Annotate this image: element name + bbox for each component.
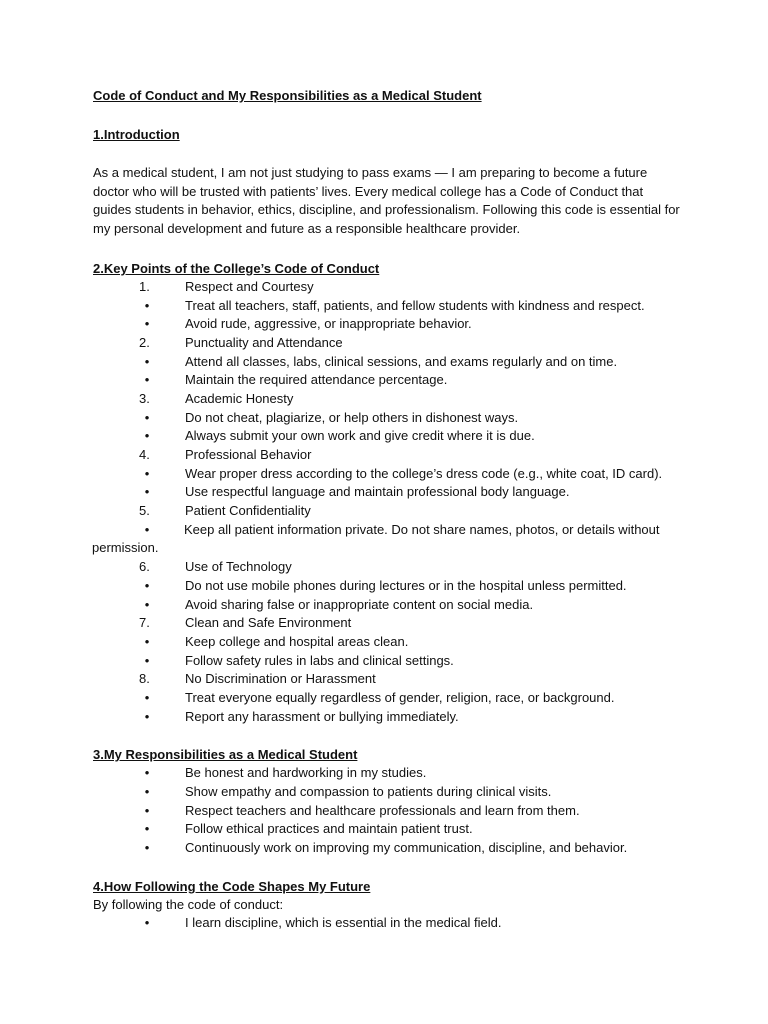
bullet-marker: • [144, 821, 150, 837]
bullet-marker: • [144, 428, 150, 444]
section-1-heading: 1.Introduction [93, 127, 180, 142]
bullet-marker: • [144, 633, 150, 649]
section-1-paragraph: As a medical student, I am not just studying to pass exams — I am preparing to become a future doctor who will be trusted with patients’ lives. Every medical college has a Code of Conduct that guides students in behavior, ethics, discipline, and professionalism. Following this code is essential for my personal development and future as a responsible healthcare provider. [93, 165, 680, 237]
bullet-marker: • [144, 708, 150, 724]
list-item [93, 427, 683, 446]
list-item-text: Respect teachers and healthcare professionals and learn from them. [185, 802, 580, 818]
list-item [93, 371, 683, 390]
list-item-text: No Discrimination or Harassment [185, 671, 376, 687]
list-item [93, 689, 683, 708]
list-item [93, 446, 683, 465]
list-item-text: Do not use mobile phones during lectures or in the hospital unless permitted. [185, 577, 627, 593]
list-item [93, 614, 683, 633]
bullet-marker: • [144, 915, 150, 931]
list-item [93, 521, 683, 558]
section-2-heading: 2.Key Points of the College’s Code of Conduct [93, 260, 380, 276]
section-4-heading: 4.How Following the Code Shapes My Future [93, 878, 371, 894]
list-item [93, 353, 683, 372]
list-item [93, 708, 683, 727]
bullet-marker: • [144, 521, 150, 537]
list-item-text: Wear proper dress according to the college’s dress code (e.g., white coat, ID card). [185, 465, 663, 481]
list-item [93, 502, 683, 521]
bullet-marker: • [144, 784, 150, 800]
list-item-text: Treat all teachers, staff, patients, and fellow students with kindness and respect. [185, 297, 645, 313]
bullet-marker: • [144, 353, 150, 369]
document-body [93, 86, 683, 933]
list-item [93, 914, 683, 933]
list-item [93, 558, 683, 577]
document-title: Code of Conduct and My Responsibilities as a Medical Student [93, 88, 482, 103]
list-item [93, 783, 683, 802]
list-item [93, 652, 683, 671]
number-marker: 2. [139, 334, 150, 350]
spacer [93, 726, 683, 745]
bullet-marker: • [144, 689, 150, 705]
list-item-text: Maintain the required attendance percentage. [185, 372, 448, 388]
bullet-marker: • [144, 652, 150, 668]
list-item [93, 839, 683, 858]
list-item [93, 465, 683, 484]
list-item [93, 670, 683, 689]
list-item-text: Report any harassment or bullying immediately. [185, 708, 459, 724]
section-3-heading: 3.My Responsibilities as a Medical Student [93, 747, 358, 763]
list-item-text: Professional Behavior [185, 447, 312, 462]
number-marker: 5. [139, 503, 150, 519]
list-item-text: Always submit your own work and give credit where it is due. [185, 428, 535, 444]
list-item-text: Avoid sharing false or inappropriate content on social media. [185, 596, 534, 612]
list-item-text: Attend all classes, labs, clinical sessions, and exams regularly and on time. [185, 353, 618, 369]
list-item [93, 315, 683, 334]
list-item-text: Continuously work on improving my communication, discipline, and behavior. [185, 840, 628, 856]
list-item-text: Be honest and hardworking in my studies. [185, 765, 427, 781]
section-4-intro: By following the code of conduct: [93, 896, 284, 912]
number-marker: 3. [139, 390, 150, 406]
bullet-marker: • [144, 316, 150, 332]
section-4-list [93, 914, 683, 933]
list-item [93, 633, 683, 652]
list-item-text: Follow safety rules in labs and clinical settings. [185, 652, 454, 668]
spacer [93, 239, 683, 259]
number-marker: 1. [139, 278, 150, 294]
spacer [93, 105, 683, 125]
bullet-marker: • [144, 596, 150, 612]
list-item-text: I learn discipline, which is essential in the medical field. [185, 915, 502, 931]
spacer [93, 858, 683, 877]
list-item-text: Respect and Courtesy [185, 278, 314, 294]
bullet-marker: • [144, 840, 150, 856]
bullet-marker: • [144, 765, 150, 781]
list-item [93, 802, 683, 821]
list-item-text: Academic Honesty [185, 390, 294, 406]
number-marker: 7. [139, 615, 150, 631]
list-item-text: Do not cheat, plagiarize, or help others in dishonest ways. [185, 409, 519, 425]
list-item [93, 390, 683, 409]
list-item-text: Follow ethical practices and maintain patient trust. [185, 821, 473, 837]
list-item-text: Keep all patient information private. Do not share names, photos, or details without permission. [92, 521, 660, 556]
bullet-marker: • [144, 577, 150, 593]
section-3-list [93, 764, 683, 857]
list-item [93, 577, 683, 596]
section-2-list [93, 278, 683, 727]
bullet-marker: • [144, 409, 150, 425]
list-item-text: Use respectful language and maintain professional body language. [185, 484, 570, 500]
bullet-marker: • [144, 465, 150, 481]
list-item-text: Use of Technology [185, 559, 292, 575]
list-item [93, 820, 683, 839]
list-item [93, 297, 683, 316]
number-marker: 8. [139, 671, 150, 687]
list-item-text: Patient Confidentiality [185, 503, 311, 519]
number-marker: 4. [139, 447, 150, 462]
list-item-text: Keep college and hospital areas clean. [185, 633, 409, 649]
bullet-marker: • [144, 372, 150, 388]
bullet-marker: • [144, 297, 150, 313]
list-item [93, 409, 683, 428]
list-item-text: Punctuality and Attendance [185, 334, 343, 350]
spacer [93, 144, 683, 164]
list-item-text: Clean and Safe Environment [185, 615, 352, 631]
list-item [93, 483, 683, 502]
list-item [93, 596, 683, 615]
list-item-text: Treat everyone equally regardless of gender, religion, race, or background. [185, 689, 615, 705]
list-item-text: Avoid rude, aggressive, or inappropriate behavior. [185, 316, 472, 332]
number-marker: 6. [139, 559, 150, 575]
list-item [93, 278, 683, 297]
list-item-text: Show empathy and compassion to patients during clinical visits. [185, 784, 552, 800]
list-item [93, 334, 683, 353]
bullet-marker: • [144, 484, 150, 500]
bullet-marker: • [144, 802, 150, 818]
list-item [93, 764, 683, 783]
